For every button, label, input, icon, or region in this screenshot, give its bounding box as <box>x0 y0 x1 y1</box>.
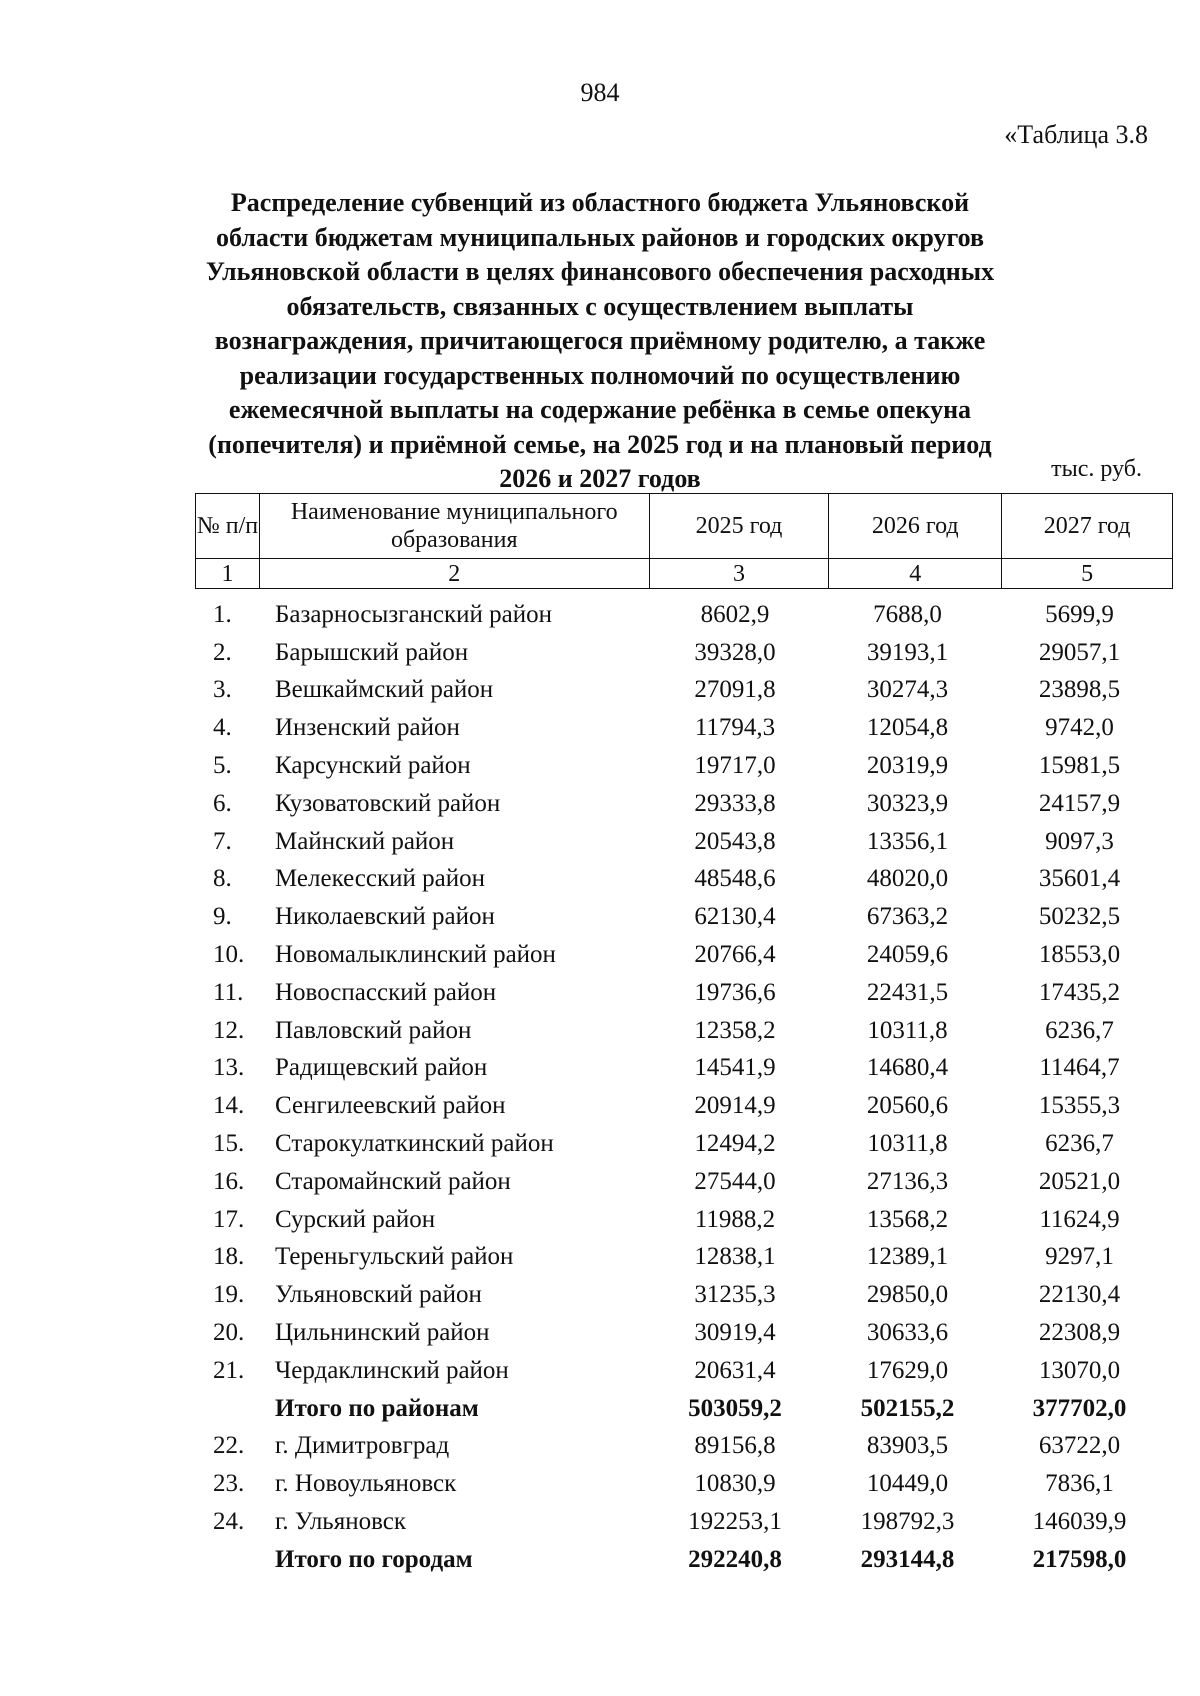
row-value-2025: 12838,1 <box>694 1243 776 1271</box>
row-value-2025: 12358,2 <box>694 1016 776 1044</box>
row-number: 5. <box>213 752 232 780</box>
row-value-2027: 18553,0 <box>1038 941 1121 969</box>
row-value-2025: 30919,4 <box>694 1319 776 1347</box>
row-value-2025: 20631,4 <box>694 1356 776 1384</box>
row-name: Павловский район <box>275 1016 472 1044</box>
row-value-2027: 377702,0 <box>1032 1394 1127 1422</box>
row-value-2025: 192253,1 <box>688 1508 782 1536</box>
row-value-2027: 17435,2 <box>1038 978 1121 1006</box>
row-value-2026: 7688,0 <box>873 600 942 628</box>
row-name: Радищевский район <box>275 1054 488 1082</box>
row-value-2027: 35601,4 <box>1038 865 1121 893</box>
row-value-2025: 8602,9 <box>700 600 770 628</box>
row-value-2026: 20560,6 <box>866 1092 949 1120</box>
table-row <box>195 936 1173 974</box>
row-value-2027: 22308,9 <box>1038 1319 1121 1347</box>
row-name: Карсунский район <box>275 752 471 780</box>
row-value-2026: 20319,9 <box>866 752 949 780</box>
row-value-2027: 7836,1 <box>1045 1470 1114 1498</box>
row-value-2025: 31235,3 <box>694 1281 776 1309</box>
row-value-2025: 48548,6 <box>694 865 776 893</box>
row-value-2027: 13070,0 <box>1038 1356 1121 1384</box>
table-row <box>195 709 1173 747</box>
row-value-2027: 11624,9 <box>1039 1205 1120 1233</box>
row-name: Тереньгульский район <box>275 1243 514 1271</box>
row-value-2027: 63722,0 <box>1038 1432 1121 1460</box>
row-value-2027: 9297,1 <box>1045 1243 1114 1271</box>
row-name: Старокулаткинский район <box>275 1130 554 1158</box>
row-name: Майнский район <box>275 827 455 855</box>
row-value-2027: 217598,0 <box>1032 1545 1127 1573</box>
row-value-2027: 24157,9 <box>1038 789 1121 817</box>
header-name: Наименование муниципального образования <box>259 494 649 559</box>
row-name: Вешкаймский район <box>275 676 494 704</box>
row-value-2026: 22431,5 <box>866 978 949 1006</box>
row-name: Новоспасский район <box>275 978 497 1006</box>
row-value-2027: 50232,5 <box>1038 903 1121 931</box>
table-body <box>195 596 1173 1579</box>
table-row <box>195 1087 1173 1125</box>
table-total-row <box>195 1541 1173 1579</box>
table-row <box>195 1428 1173 1466</box>
row-number: 11. <box>213 978 244 1006</box>
row-value-2025: 20543,8 <box>694 827 776 855</box>
row-number: 18. <box>213 1243 245 1271</box>
row-number: 9. <box>213 903 232 931</box>
row-value-2026: 30633,6 <box>866 1319 949 1347</box>
table-row <box>195 823 1173 861</box>
row-value-2027: 20521,0 <box>1038 1167 1121 1195</box>
row-name: Итого по районам <box>275 1394 479 1422</box>
row-value-2026: 12054,8 <box>866 714 949 742</box>
row-value-2025: 20766,4 <box>694 941 776 969</box>
row-value-2025: 11794,3 <box>694 714 776 742</box>
table-row <box>195 1201 1173 1239</box>
table-row <box>195 1314 1173 1352</box>
row-value-2027: 15355,3 <box>1038 1092 1121 1120</box>
header-index: 5 <box>1002 559 1173 589</box>
header-index: 1 <box>196 559 260 589</box>
page-number: 984 <box>580 78 620 107</box>
row-value-2026: 13356,1 <box>866 827 949 855</box>
row-value-2026: 14680,4 <box>866 1054 949 1082</box>
row-value-2025: 20914,9 <box>694 1092 776 1120</box>
row-value-2027: 5699,9 <box>1045 600 1114 628</box>
row-value-2026: 39193,1 <box>866 638 949 666</box>
row-value-2026: 83903,5 <box>866 1432 949 1460</box>
row-number: 4. <box>213 714 232 742</box>
row-value-2026: 17629,0 <box>866 1356 949 1384</box>
row-number: 14. <box>213 1092 245 1120</box>
row-name: Кузоватовский район <box>275 789 501 817</box>
table-row <box>195 747 1173 785</box>
table-reference: «Таблица 3.8 <box>1004 120 1148 149</box>
row-name: Итого по городам <box>275 1545 473 1573</box>
table-row <box>195 785 1173 823</box>
row-number: 20. <box>213 1319 245 1347</box>
row-number: 24. <box>213 1508 245 1536</box>
row-value-2026: 198792,3 <box>860 1508 955 1536</box>
row-name: Николаевский район <box>275 903 495 931</box>
table-row <box>195 1239 1173 1277</box>
row-value-2026: 27136,3 <box>866 1167 949 1195</box>
row-value-2027: 22130,4 <box>1038 1281 1121 1309</box>
row-value-2026: 502155,2 <box>860 1394 955 1422</box>
header-index: 3 <box>649 559 829 589</box>
row-number: 17. <box>213 1205 245 1233</box>
row-value-2025: 292240,8 <box>688 1545 782 1573</box>
row-value-2027: 9097,3 <box>1045 827 1114 855</box>
row-name: Ульяновский район <box>275 1281 482 1309</box>
table-row <box>195 1352 1173 1390</box>
row-number: 6. <box>213 789 232 817</box>
row-number: 22. <box>213 1432 245 1460</box>
document-title: Распределение субвенций из областного бюджета Ульяновской области бюджетам муниципальных районов и городских округов Ульяновской области в целях финансового обеспечения расходных обязательств, связанных с осуществлением выплаты вознаграждения, причитающегося приёмному родителю, а также реализации государственных полномочий по осуществлению ежемесячной выплаты на содержание ребёнка в семье опекуна (попечителя) и приёмной семье, на 2025 год и на плановый период 2026 и 2027 годов <box>205 188 995 493</box>
row-name: Барышский район <box>275 638 469 666</box>
row-value-2026: 12389,1 <box>866 1243 949 1271</box>
row-value-2025: 14541,9 <box>694 1054 776 1082</box>
row-number: 10. <box>213 941 245 969</box>
table-row <box>195 1503 1173 1541</box>
table-header <box>195 493 1173 589</box>
row-value-2025: 19717,0 <box>694 752 776 780</box>
table-row <box>195 1125 1173 1163</box>
header-index: 2 <box>259 559 649 589</box>
table-row <box>195 1012 1173 1050</box>
row-name: Чердаклинский район <box>275 1356 509 1384</box>
table-row <box>195 974 1173 1012</box>
row-number: 23. <box>213 1470 245 1498</box>
row-value-2025: 19736,6 <box>694 978 776 1006</box>
row-number: 12. <box>213 1016 245 1044</box>
row-name: Цильнинский район <box>275 1319 490 1347</box>
row-value-2025: 27544,0 <box>694 1167 776 1195</box>
row-number: 16. <box>213 1167 245 1195</box>
row-value-2027: 11464,7 <box>1039 1054 1120 1082</box>
table-row <box>195 672 1173 710</box>
table-row <box>195 1163 1173 1201</box>
row-value-2025: 39328,0 <box>694 638 776 666</box>
table-row <box>195 1276 1173 1314</box>
row-value-2026: 30323,9 <box>866 789 949 817</box>
table-total-row <box>195 1390 1173 1428</box>
row-value-2027: 146039,9 <box>1032 1508 1127 1536</box>
row-value-2025: 89156,8 <box>694 1432 776 1460</box>
row-value-2026: 48020,0 <box>866 865 949 893</box>
table-row <box>195 634 1173 672</box>
row-value-2025: 62130,4 <box>694 903 776 931</box>
header-2027: 2027 год <box>1002 494 1173 559</box>
row-name: Мелекесский район <box>275 865 486 893</box>
header-index: 4 <box>829 559 1002 589</box>
row-value-2026: 13568,2 <box>866 1205 949 1233</box>
row-number: 21. <box>213 1356 245 1384</box>
row-number: 1. <box>213 600 232 628</box>
row-value-2026: 24059,6 <box>866 941 949 969</box>
row-name: Старомайнский район <box>275 1167 511 1195</box>
row-number: 3. <box>213 676 232 704</box>
row-value-2026: 67363,2 <box>866 903 949 931</box>
row-name: Новомалыклинский район <box>275 941 556 969</box>
row-value-2025: 12494,2 <box>694 1130 776 1158</box>
units-label: тыс. руб. <box>1051 456 1142 482</box>
header-2026: 2026 год <box>829 494 1002 559</box>
row-name: г. Димитровград <box>275 1432 450 1460</box>
row-number: 7. <box>213 827 232 855</box>
row-name: г. Новоульяновск <box>275 1470 457 1498</box>
row-value-2025: 10830,9 <box>694 1470 776 1498</box>
table-row <box>195 1050 1173 1088</box>
row-number: 15. <box>213 1130 245 1158</box>
row-value-2027: 6236,7 <box>1045 1130 1114 1158</box>
row-value-2025: 27091,8 <box>694 676 776 704</box>
row-name: г. Ульяновск <box>275 1508 406 1536</box>
row-value-2027: 9742,0 <box>1045 714 1114 742</box>
header-2025: 2025 год <box>649 494 829 559</box>
row-value-2027: 15981,5 <box>1038 752 1121 780</box>
row-value-2027: 29057,1 <box>1038 638 1121 666</box>
row-number: 2. <box>213 638 232 666</box>
row-number: 8. <box>213 865 232 893</box>
row-name: Сенгилеевский район <box>275 1092 506 1120</box>
table-row <box>195 1465 1173 1503</box>
row-value-2025: 11988,2 <box>694 1205 776 1233</box>
row-value-2026: 30274,3 <box>866 676 949 704</box>
row-name: Инзенский район <box>275 714 460 742</box>
row-value-2026: 10311,8 <box>867 1130 948 1158</box>
row-value-2026: 10449,0 <box>866 1470 949 1498</box>
row-value-2025: 29333,8 <box>694 789 776 817</box>
row-number: 13. <box>213 1054 245 1082</box>
row-value-2025: 503059,2 <box>688 1394 782 1422</box>
row-name: Базарносызганский район <box>275 600 553 628</box>
table-row <box>195 596 1173 634</box>
row-value-2026: 10311,8 <box>867 1016 948 1044</box>
row-number: 19. <box>213 1281 245 1309</box>
row-name: Сурский район <box>275 1205 436 1233</box>
table-row <box>195 898 1173 936</box>
row-value-2026: 29850,0 <box>866 1281 949 1309</box>
row-value-2027: 6236,7 <box>1045 1016 1114 1044</box>
row-value-2026: 293144,8 <box>860 1545 955 1573</box>
row-value-2027: 23898,5 <box>1038 676 1121 704</box>
table-row <box>195 861 1173 899</box>
header-num: № п/п <box>196 494 260 559</box>
